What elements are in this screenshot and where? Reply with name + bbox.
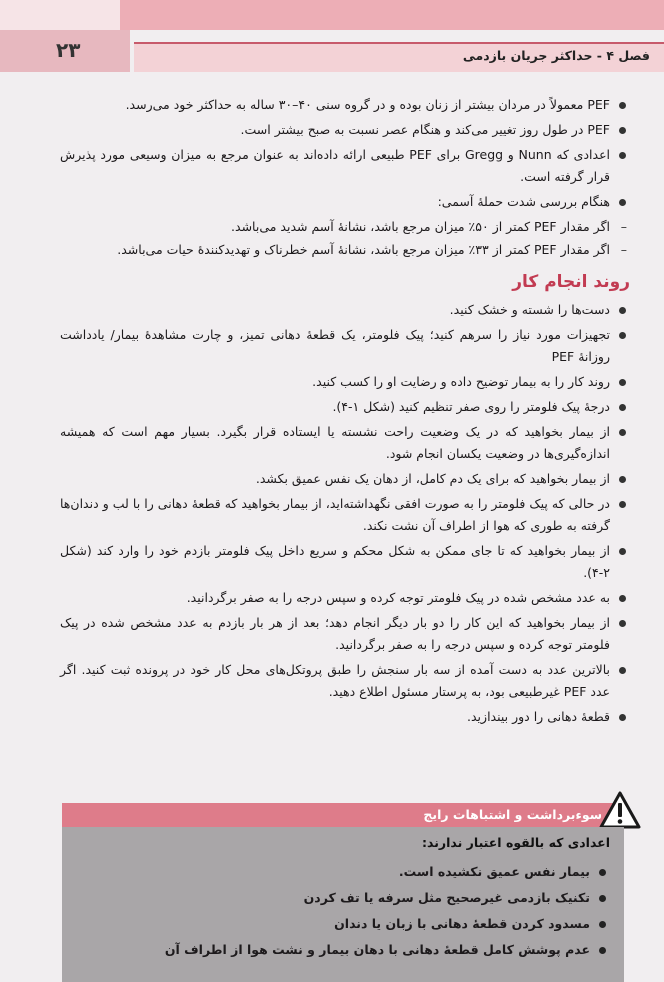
list-item: – اگر مقدار PEF کمتر از ۳۳٪ میزان مرجع باشد، نشانهٔ آسم خطرناک و تهدیدکنندهٔ حیات می‌باشد.: [60, 239, 630, 261]
list-item: تکنیک بازدمی غیرصحیح مثل سرفه یا تف کردن: [70, 885, 610, 911]
warning-title: سوءبرداشت و اشتباهات رایج: [423, 807, 602, 822]
list-item: PEF در طول روز تغییر می‌کند و هنگام عصر نسبت به صبح بیشتر است.: [60, 119, 630, 141]
page-number: ۲۳: [56, 38, 81, 62]
intro-bullet-list: [60, 94, 630, 213]
chapter-band: [134, 42, 664, 72]
warning-triangle-icon: [598, 790, 642, 830]
page-number-box: [0, 30, 130, 72]
warning-list: [70, 859, 610, 963]
list-item: از بیمار بخواهید که در یک وضعیت راحت نشسته یا ایستاده قرار بگیرد. بسیار مهم است که همیشه اندازه‌گیری‌ها در وضعیت یکسان انجام شود.: [60, 421, 630, 465]
list-item: از بیمار بخواهید که برای یک دم کامل، از دهان یک نفس عمیق بکشد.: [60, 468, 630, 490]
list-item: PEF معمولاً در مردان بیشتر از زنان بوده و در گروه سنی ۴۰–۳۰ ساله به حداکثر خود می‌رسد.: [60, 94, 630, 116]
list-item: به عدد مشخص شده در پیک فلومتر توجه کرده و سپس درجه را به صفر برگردانید.: [60, 587, 630, 609]
main-content: [60, 94, 630, 731]
list-item: مسدود کردن قطعهٔ دهانی با زبان یا دندان: [70, 911, 610, 937]
list-item: اعدادی که Nunn و Gregg برای PEF طبیعی ارائه داده‌اند به عنوان مرجع به میزان وسیعی مورد پذیرش قرار گرفته است.: [60, 144, 630, 188]
section-title: روند انجام کار: [512, 272, 630, 292]
warning-box: [62, 827, 624, 982]
list-item: دست‌ها را شسته و خشک کنید.: [60, 299, 630, 321]
list-item: روند کار را به بیمار توضیح داده و رضایت او را کسب کنید.: [60, 371, 630, 393]
list-item: از بیمار بخواهید که این کار را دو بار دیگر انجام دهد؛ بعد از هر بار بازدم به عدد مشخص شده در پیک فلومتر توجه کرده و سپس درجه را به صفر برگردانید.: [60, 612, 630, 656]
severity-list: [60, 216, 630, 261]
list-item: – اگر مقدار PEF کمتر از ۵۰٪ میزان مرجع باشد، نشانهٔ آسم شدید می‌باشد.: [60, 216, 630, 238]
list-item: بالاترین عدد به دست آمده از سه بار سنجش را طبق پروتکل‌های محل کار خود در پرونده ثبت کنید. اگر عدد PEF غیرطبیعی بود، به پرستار مسئول اطلاع دهید.: [60, 659, 630, 703]
top-band-notch: [0, 0, 120, 30]
page-header: [0, 30, 664, 80]
top-color-band: [0, 0, 664, 30]
list-item: تجهیزات مورد نیاز را سرهم کنید؛ پیک فلومتر، یک قطعهٔ دهانی تمیز، و چارت مشاهدهٔ بیمار/ یادداشت روزانهٔ PEF: [60, 324, 630, 368]
list-item: درجهٔ پیک فلومتر را روی صفر تنظیم کنید (شکل ۱-۴).: [60, 396, 630, 418]
warning-intro: اعدادی که بالقوه اعتبار ندارند:: [422, 835, 610, 850]
list-item: قطعهٔ دهانی را دور بیندازید.: [60, 706, 630, 728]
chapter-title: فصل ۴ - حداکثر جریان بازدمی: [462, 48, 650, 63]
list-item: عدم پوشش کامل قطعهٔ دهانی با دهان بیمار و نشت هوا از اطراف آن: [70, 937, 610, 963]
warning-title-band: [62, 803, 624, 827]
list-item: از بیمار بخواهید که تا جای ممکن به شکل محکم و سریع داخل پیک فلومتر بازدم خود را وارد کند (شکل ۲-۴).: [60, 540, 630, 584]
list-item: هنگام بررسی شدت حملهٔ آسمی:: [60, 191, 630, 213]
list-item: بیمار نفس عمیق نکشیده است.: [70, 859, 610, 885]
procedure-steps-list: [60, 299, 630, 728]
list-item: در حالی که پیک فلومتر را به صورت افقی نگهداشته‌اید، از بیمار بخواهید که قطعهٔ دهانی را با لب و دندان‌ها گرفته به طوری که هوا از اطراف آن نشت نکند.: [60, 493, 630, 537]
